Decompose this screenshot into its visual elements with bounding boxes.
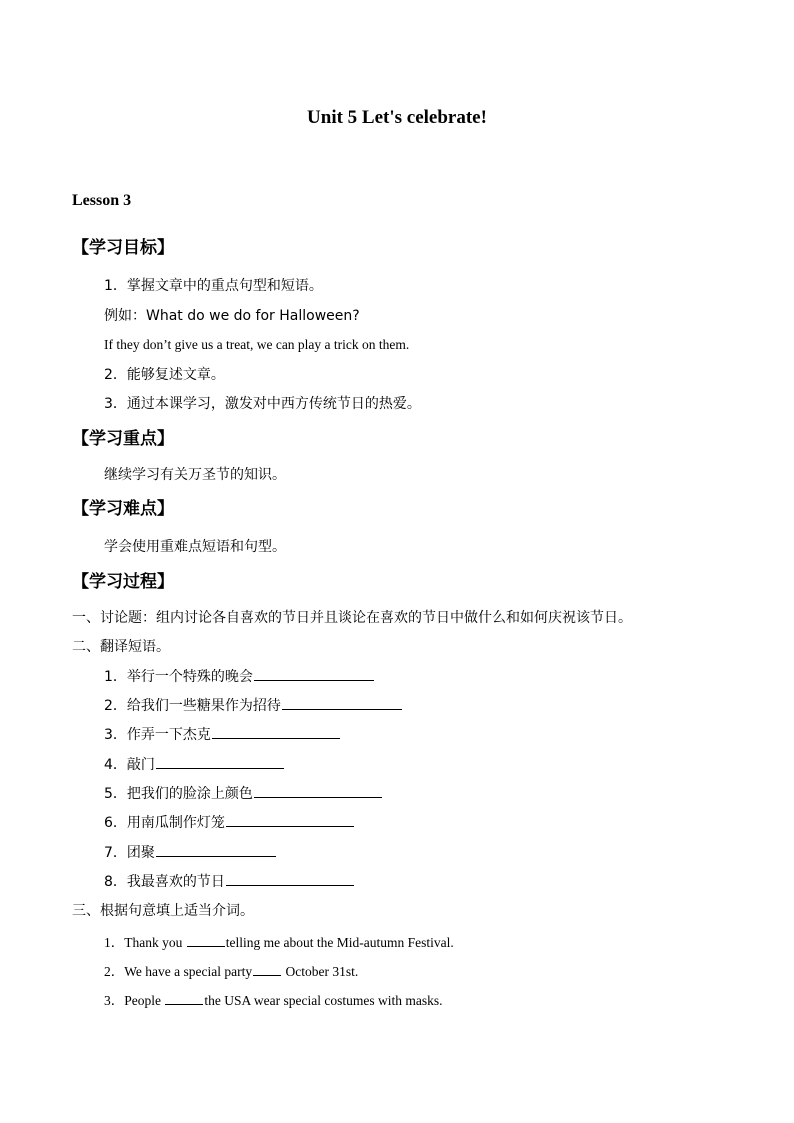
objective-example-2: If they don’t give us a treat, we can play a trick on them.	[104, 337, 410, 352]
objective-example-text: 例如：What do we do for Halloween?	[104, 308, 360, 324]
answer-blank[interactable]	[226, 884, 354, 886]
lesson-label: Lesson 3	[72, 192, 132, 209]
fill-text-before: 1．Thank you	[104, 935, 186, 950]
phrase-text: 4．敲门	[104, 757, 155, 773]
phrase-text: 5．把我们的脸涂上颜色	[104, 786, 253, 802]
phrase-text: 8．我最喜欢的节日	[104, 874, 225, 890]
fill-text-before: 2．We have a special party	[104, 964, 253, 979]
phrase-text: 2．给我们一些糖果作为招待	[104, 698, 281, 714]
fill-item	[104, 989, 442, 1009]
phrase-text: 7．团聚	[104, 845, 155, 861]
phrase-item	[104, 871, 354, 891]
phrase-item	[104, 812, 354, 832]
phrase-text: 1．举行一个特殊的晚会	[104, 669, 253, 685]
objective-item-2: 2．能够复述文章。	[104, 367, 225, 383]
difficulty-text: 学会使用重难点短语和句型。	[104, 539, 286, 555]
answer-blank[interactable]	[212, 737, 340, 739]
answer-blank[interactable]	[253, 974, 281, 976]
fill-item	[104, 960, 358, 980]
answer-blank[interactable]	[254, 796, 382, 798]
fill-text-after: October 31st.	[282, 964, 359, 979]
phrase-text: 6．用南瓜制作灯笼	[104, 815, 225, 831]
difficulty-heading: 【学习难点】	[72, 499, 174, 519]
fill-text-after: the USA wear special costumes with masks.	[204, 993, 443, 1008]
phrase-text: 3．作弄一下杰克	[104, 727, 211, 743]
objectives-heading: 【学习目标】	[72, 238, 174, 258]
process-heading: 【学习过程】	[72, 572, 174, 592]
process-part-2: 二、翻译短语。	[72, 639, 170, 655]
process-part-1: 一、讨论题：组内讨论各自喜欢的节日并且谈论在喜欢的节日中做什么和如何庆祝该节日。	[72, 610, 632, 626]
objective-item-1: 1．掌握文章中的重点句型和短语。	[104, 278, 323, 294]
answer-blank[interactable]	[226, 825, 354, 827]
objective-example	[104, 305, 360, 325]
fill-item	[104, 931, 454, 951]
answer-blank[interactable]	[165, 1003, 203, 1005]
phrase-item	[104, 842, 276, 862]
answer-blank[interactable]	[282, 708, 402, 710]
objective-item-3: 3．通过本课学习，激发对中西方传统节日的热爱。	[104, 396, 421, 412]
phrase-item	[104, 783, 382, 803]
document-title: Unit 5 Let's celebrate!	[307, 107, 487, 128]
focus-text: 继续学习有关万圣节的知识。	[104, 467, 286, 483]
fill-text-after: telling me about the Mid-autumn Festival.	[225, 935, 454, 950]
phrase-item	[104, 666, 374, 686]
answer-blank[interactable]	[187, 945, 225, 947]
focus-heading: 【学习重点】	[72, 429, 174, 449]
phrase-item	[104, 754, 284, 774]
phrase-item	[104, 724, 340, 744]
answer-blank[interactable]	[156, 855, 276, 857]
fill-text-before: 3．People	[104, 993, 165, 1008]
answer-blank[interactable]	[156, 767, 284, 769]
answer-blank[interactable]	[254, 679, 374, 681]
process-part-3: 三、根据句意填上适当介词。	[72, 903, 254, 919]
phrase-item	[104, 695, 402, 715]
